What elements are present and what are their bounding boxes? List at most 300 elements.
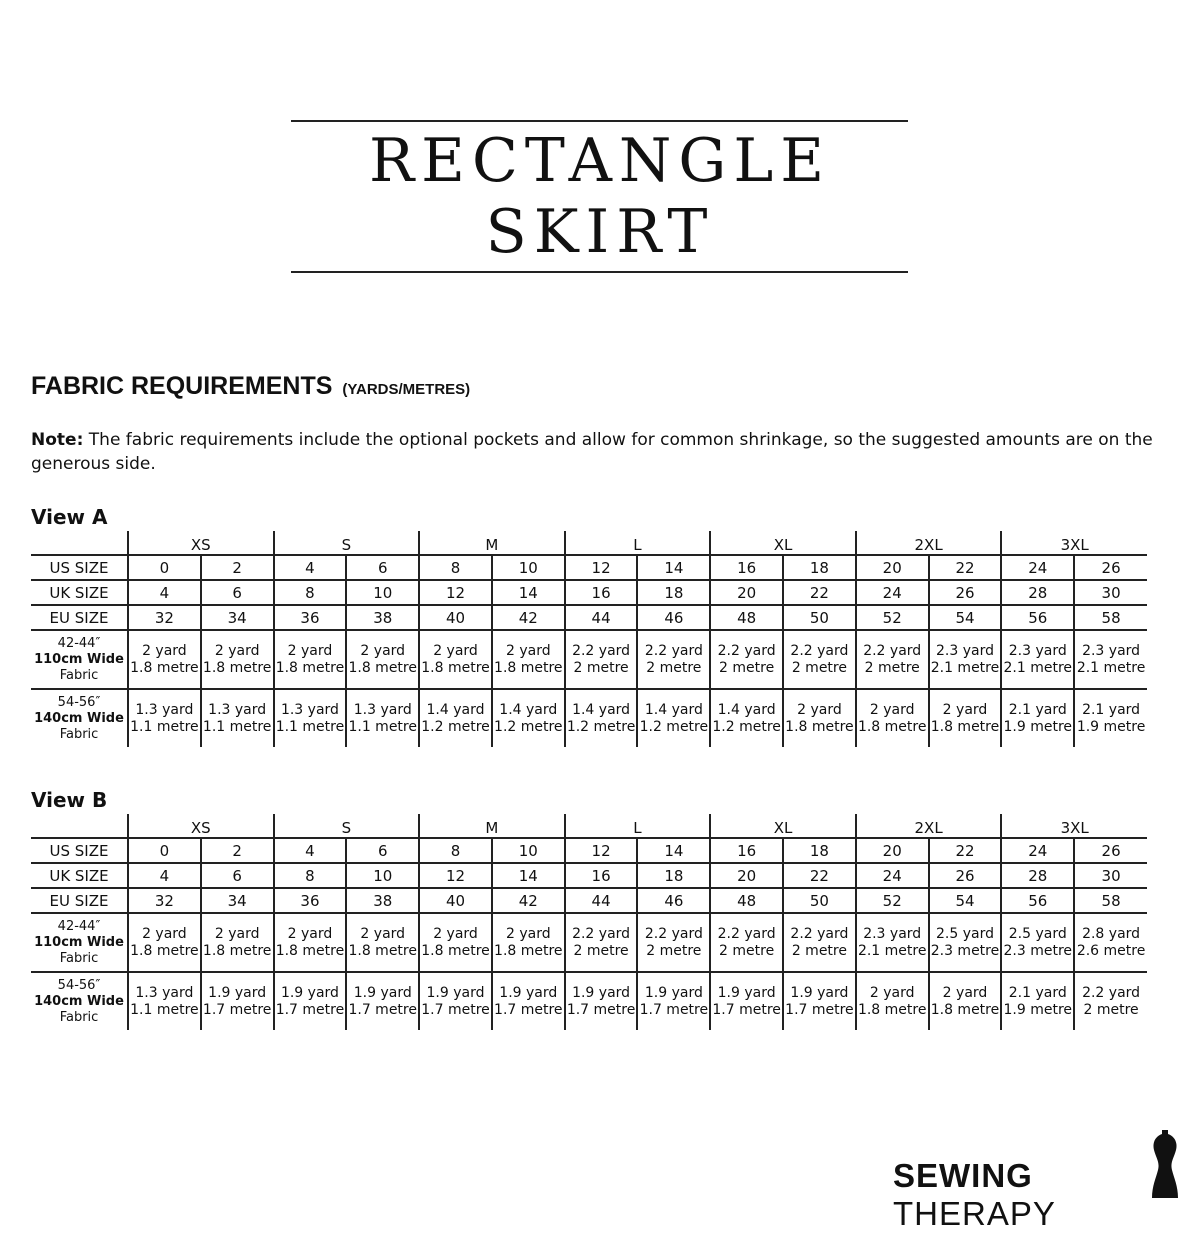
- fabric-amount-cell: [1074, 689, 1147, 747]
- size-cell: 50: [783, 888, 856, 913]
- metre-value: 1.7 metre: [421, 1001, 490, 1018]
- size-cell: 10: [346, 580, 419, 605]
- fabric-amount-cell: [492, 689, 565, 747]
- metre-value: 2 metre: [646, 659, 702, 676]
- fabric-label-mid: 110cm Wide: [34, 934, 124, 950]
- heading-main: FABRIC REQUIREMENTS: [31, 372, 333, 400]
- uk-size-row: [31, 580, 1147, 605]
- fabric-amount-cell: [128, 913, 201, 972]
- metre-value: 1.8 metre: [494, 659, 563, 676]
- metre-value: 1.7 metre: [712, 1001, 781, 1018]
- fabric-amount-cell: [274, 972, 347, 1030]
- size-cell: 18: [637, 580, 710, 605]
- size-cell: 32: [128, 888, 201, 913]
- yard-value: 2.2 yard: [572, 642, 631, 659]
- size-cell: 18: [637, 863, 710, 888]
- size-cell: 34: [201, 888, 274, 913]
- fabric-amount-cell: [492, 630, 565, 689]
- fabric-amount-cell: [1001, 972, 1074, 1030]
- fabric-amount-cell: [1074, 630, 1147, 689]
- size-cell: 32: [128, 605, 201, 630]
- size-cell: 40: [419, 605, 492, 630]
- metre-value: 1.9 metre: [1003, 1001, 1073, 1018]
- fabric-width-label: [31, 913, 128, 972]
- yard-value: 2 yard: [942, 984, 988, 1001]
- size-cell: 16: [565, 863, 638, 888]
- yard-value: 2 yard: [360, 642, 406, 659]
- fabric-amount-cell: [346, 972, 419, 1030]
- fabric-amount-cell: [1001, 913, 1074, 972]
- size-cell: 18: [783, 555, 856, 580]
- yard-value: 2 yard: [869, 701, 915, 718]
- size-cell: 0: [128, 555, 201, 580]
- yard-value: 2 yard: [142, 642, 187, 659]
- metre-value: 2 metre: [573, 659, 629, 676]
- size-cell: 50: [783, 605, 856, 630]
- fabric-label-bot: Fabric: [59, 667, 99, 683]
- yard-value: 2 yard: [360, 925, 406, 942]
- size-cell: 48: [710, 605, 783, 630]
- fabric-amount-cell: [856, 972, 929, 1030]
- fabric-label-bot: Fabric: [59, 1009, 99, 1025]
- metre-value: 2.6 metre: [1076, 942, 1146, 959]
- size-cell: 22: [783, 580, 856, 605]
- size-cell: 38: [346, 888, 419, 913]
- fabric-amount-cell: [565, 972, 638, 1030]
- size-cell: 52: [856, 605, 929, 630]
- fabric-amount-cell: [128, 972, 201, 1030]
- size-cell: 6: [346, 555, 419, 580]
- eu-size-row: [31, 888, 1147, 913]
- metre-value: 1.8 metre: [785, 718, 854, 735]
- size-group-header: XL: [710, 814, 856, 838]
- yard-value: 1.3 yard: [135, 701, 194, 718]
- fabric-110-row: [31, 913, 1147, 972]
- fabric-width-label: [31, 689, 128, 747]
- view-a-title: View A: [31, 505, 108, 529]
- yard-value: 1.4 yard: [717, 701, 776, 718]
- size-cell: 24: [1001, 838, 1074, 863]
- yard-value: 1.9 yard: [426, 984, 485, 1001]
- fabric-amount-cell: [565, 913, 638, 972]
- size-group-header: 2XL: [856, 531, 1002, 555]
- size-cell: 24: [856, 863, 929, 888]
- size-cell: 10: [492, 555, 565, 580]
- size-cell: 2: [201, 838, 274, 863]
- size-cell: 30: [1074, 580, 1147, 605]
- yard-value: 1.3 yard: [353, 701, 412, 718]
- size-cell: 8: [274, 863, 347, 888]
- size-group-header: S: [274, 814, 420, 838]
- size-cell: 36: [274, 605, 347, 630]
- fabric-amount-cell: [929, 630, 1002, 689]
- fabric-amount-cell: [1074, 913, 1147, 972]
- size-cell: 14: [492, 580, 565, 605]
- fabric-amount-cell: [710, 913, 783, 972]
- size-cell: 26: [929, 863, 1002, 888]
- size-cell: 6: [201, 580, 274, 605]
- size-cell: 44: [565, 888, 638, 913]
- eu-size-row: [31, 605, 1147, 630]
- metre-value: 2.1 metre: [857, 942, 927, 959]
- fabric-label-mid: 140cm Wide: [34, 993, 124, 1009]
- size-cell: 14: [492, 863, 565, 888]
- table-corner: [31, 814, 128, 838]
- size-cell: 36: [274, 888, 347, 913]
- size-cell: 8: [274, 580, 347, 605]
- metre-value: 1.8 metre: [857, 1001, 927, 1018]
- size-cell: 12: [565, 838, 638, 863]
- size-cell: 20: [710, 580, 783, 605]
- size-group-header: M: [419, 814, 565, 838]
- metre-value: 1.8 metre: [930, 718, 1000, 735]
- dress-form-icon: [1150, 1128, 1180, 1200]
- metre-value: 1.2 metre: [494, 718, 563, 735]
- yard-value: 2.5 yard: [935, 925, 994, 942]
- metre-value: 2 metre: [719, 942, 775, 959]
- size-cell: 40: [419, 888, 492, 913]
- yard-value: 2 yard: [287, 642, 333, 659]
- yard-value: 2.8 yard: [1082, 925, 1141, 942]
- size-cell: 14: [637, 838, 710, 863]
- yard-value: 2.3 yard: [1082, 642, 1141, 659]
- size-cell: 2: [201, 555, 274, 580]
- fabric-amount-cell: [274, 689, 347, 747]
- view-b-table: [31, 814, 1147, 1030]
- fabric-amount-cell: [856, 689, 929, 747]
- fabric-label-bot: Fabric: [59, 726, 99, 742]
- fabric-amount-cell: [929, 972, 1002, 1030]
- yard-value: 2 yard: [942, 701, 988, 718]
- size-cell: 10: [492, 838, 565, 863]
- size-cell: 28: [1001, 863, 1074, 888]
- us-size-row: [31, 555, 1147, 580]
- us-size-label: US SIZE: [31, 555, 128, 580]
- fabric-label-top: 54-56″: [57, 694, 101, 710]
- fabric-amount-cell: [637, 913, 710, 972]
- size-group-header: XS: [128, 814, 274, 838]
- yard-value: 1.9 yard: [208, 984, 267, 1001]
- fabric-amount-cell: [274, 630, 347, 689]
- size-cell: 10: [346, 863, 419, 888]
- metre-value: 1.8 metre: [348, 659, 417, 676]
- size-cell: 20: [856, 838, 929, 863]
- heading-sub: (YARDS/METRES): [342, 381, 471, 398]
- eu-size-label: EU SIZE: [31, 605, 128, 630]
- size-cell: 8: [419, 555, 492, 580]
- size-cell: 24: [856, 580, 929, 605]
- logo-bold-text: SEWING: [893, 1157, 1033, 1194]
- metre-value: 1.8 metre: [930, 1001, 1000, 1018]
- metre-value: 1.7 metre: [566, 1001, 636, 1018]
- size-group-header: S: [274, 531, 420, 555]
- fabric-amount-cell: [201, 913, 274, 972]
- fabric-requirements-heading: [31, 372, 470, 401]
- fabric-label-mid: 110cm Wide: [34, 651, 124, 667]
- yard-value: 2 yard: [214, 925, 260, 942]
- yard-value: 1.3 yard: [208, 701, 267, 718]
- eu-size-label: EU SIZE: [31, 888, 128, 913]
- yard-value: 2.2 yard: [1082, 984, 1141, 1001]
- size-cell: 54: [929, 888, 1002, 913]
- fabric-label-top: 42-44″: [57, 635, 101, 651]
- size-group-header: 3XL: [1001, 814, 1147, 838]
- size-header-row: [31, 531, 1147, 555]
- size-cell: 6: [201, 863, 274, 888]
- size-cell: 26: [1074, 555, 1147, 580]
- metre-value: 1.8 metre: [130, 659, 199, 676]
- size-cell: 4: [274, 838, 347, 863]
- note-label: Note:: [31, 430, 84, 450]
- metre-value: 1.7 metre: [348, 1001, 417, 1018]
- size-cell: 42: [492, 888, 565, 913]
- size-cell: 38: [346, 605, 419, 630]
- size-cell: 20: [710, 863, 783, 888]
- yard-value: 1.9 yard: [280, 984, 339, 1001]
- fabric-label-top: 54-56″: [57, 977, 101, 993]
- size-cell: 22: [929, 838, 1002, 863]
- yard-value: 2 yard: [433, 642, 478, 659]
- fabric-label-bot: Fabric: [59, 950, 99, 966]
- yard-value: 1.9 yard: [790, 984, 849, 1001]
- note-text: The fabric requirements include the optional pockets and allow for common shrinkage, so the suggested amounts are on the generous side.: [31, 430, 1153, 474]
- fabric-amount-cell: [201, 630, 274, 689]
- metre-value: 1.8 metre: [275, 659, 345, 676]
- size-cell: 56: [1001, 605, 1074, 630]
- metre-value: 1.7 metre: [785, 1001, 854, 1018]
- size-cell: 12: [565, 555, 638, 580]
- size-cell: 22: [783, 863, 856, 888]
- size-cell: 12: [419, 863, 492, 888]
- metre-value: 2.3 metre: [930, 942, 1000, 959]
- size-cell: 42: [492, 605, 565, 630]
- yard-value: 2.1 yard: [1008, 984, 1067, 1001]
- fabric-amount-cell: [346, 630, 419, 689]
- uk-size-row: [31, 863, 1147, 888]
- size-group-header: M: [419, 531, 565, 555]
- size-cell: 4: [274, 555, 347, 580]
- metre-value: 2.3 metre: [1003, 942, 1073, 959]
- size-cell: 26: [929, 580, 1002, 605]
- fabric-amount-cell: [929, 689, 1002, 747]
- size-group-header: XS: [128, 531, 274, 555]
- size-cell: 4: [128, 580, 201, 605]
- size-cell: 8: [419, 838, 492, 863]
- yard-value: 2.3 yard: [935, 642, 994, 659]
- yard-value: 1.9 yard: [644, 984, 703, 1001]
- size-cell: 16: [710, 555, 783, 580]
- yard-value: 1.4 yard: [572, 701, 631, 718]
- metre-value: 2 metre: [719, 659, 775, 676]
- metre-value: 1.9 metre: [1003, 718, 1073, 735]
- yard-value: 2 yard: [505, 925, 551, 942]
- yard-value: 2.2 yard: [863, 642, 922, 659]
- size-cell: 52: [856, 888, 929, 913]
- table-corner: [31, 531, 128, 555]
- metre-value: 2.1 metre: [930, 659, 1000, 676]
- size-cell: 58: [1074, 605, 1147, 630]
- size-cell: 54: [929, 605, 1002, 630]
- size-cell: 16: [710, 838, 783, 863]
- fabric-amount-cell: [856, 913, 929, 972]
- fabric-amount-cell: [492, 913, 565, 972]
- yard-value: 1.4 yard: [499, 701, 558, 718]
- fabric-amount-cell: [419, 689, 492, 747]
- metre-value: 2 metre: [791, 659, 847, 676]
- yard-value: 1.3 yard: [280, 701, 339, 718]
- yard-value: 2.2 yard: [717, 925, 776, 942]
- fabric-amount-cell: [637, 630, 710, 689]
- fabric-amount-cell: [274, 913, 347, 972]
- fabric-width-label: [31, 630, 128, 689]
- size-group-header: L: [565, 531, 711, 555]
- size-cell: 22: [929, 555, 1002, 580]
- fabric-width-label: [31, 972, 128, 1030]
- fabric-amount-cell: [783, 972, 856, 1030]
- size-cell: 16: [565, 580, 638, 605]
- fabric-amount-cell: [710, 972, 783, 1030]
- yard-value: 2.1 yard: [1082, 701, 1141, 718]
- metre-value: 1.8 metre: [421, 659, 490, 676]
- fabric-140-row: [31, 689, 1147, 747]
- fabric-amount-cell: [346, 689, 419, 747]
- fabric-label-top: 42-44″: [57, 918, 101, 934]
- metre-value: 1.2 metre: [712, 718, 781, 735]
- fabric-140-row: [31, 972, 1147, 1030]
- size-cell: 44: [565, 605, 638, 630]
- fabric-amount-cell: [201, 689, 274, 747]
- yard-value: 2.2 yard: [644, 642, 703, 659]
- yard-value: 2.3 yard: [863, 925, 922, 942]
- metre-value: 1.2 metre: [421, 718, 490, 735]
- metre-value: 1.9 metre: [1076, 718, 1146, 735]
- fabric-label-mid: 140cm Wide: [34, 710, 124, 726]
- fabric-amount-cell: [492, 972, 565, 1030]
- size-group-header: XL: [710, 531, 856, 555]
- size-cell: 24: [1001, 555, 1074, 580]
- metre-value: 1.1 metre: [275, 718, 345, 735]
- yard-value: 2 yard: [869, 984, 915, 1001]
- size-cell: 46: [637, 605, 710, 630]
- fabric-amount-cell: [710, 630, 783, 689]
- yard-value: 2 yard: [214, 642, 260, 659]
- page-title-line1: RECTANGLE: [368, 126, 832, 196]
- uk-size-label: UK SIZE: [31, 863, 128, 888]
- yard-value: 2.2 yard: [644, 925, 703, 942]
- yard-value: 1.9 yard: [499, 984, 558, 1001]
- note-paragraph: [31, 428, 1181, 476]
- size-group-header: 3XL: [1001, 531, 1147, 555]
- yard-value: 2 yard: [797, 701, 842, 718]
- yard-value: 2.2 yard: [790, 642, 849, 659]
- metre-value: 1.8 metre: [202, 659, 272, 676]
- yard-value: 1.4 yard: [644, 701, 703, 718]
- fabric-amount-cell: [856, 630, 929, 689]
- fabric-amount-cell: [783, 689, 856, 747]
- size-cell: 4: [128, 863, 201, 888]
- metre-value: 2 metre: [791, 942, 847, 959]
- fabric-amount-cell: [1001, 630, 1074, 689]
- fabric-amount-cell: [419, 913, 492, 972]
- yard-value: 2 yard: [505, 642, 551, 659]
- yard-value: 2.5 yard: [1008, 925, 1067, 942]
- metre-value: 1.8 metre: [494, 942, 563, 959]
- yard-value: 2 yard: [142, 925, 187, 942]
- logo-light-text: THERAPY: [893, 1195, 1056, 1232]
- metre-value: 1.8 metre: [275, 942, 345, 959]
- size-group-header: 2XL: [856, 814, 1002, 838]
- view-a-table: [31, 531, 1147, 747]
- fabric-amount-cell: [565, 630, 638, 689]
- metre-value: 1.1 metre: [348, 718, 417, 735]
- metre-value: 2 metre: [864, 659, 920, 676]
- size-cell: 12: [419, 580, 492, 605]
- metre-value: 1.2 metre: [639, 718, 709, 735]
- metre-value: 1.8 metre: [202, 942, 272, 959]
- fabric-amount-cell: [346, 913, 419, 972]
- title-rule-bottom: [291, 271, 908, 273]
- yard-value: 2.2 yard: [572, 925, 631, 942]
- view-b-title: View B: [31, 788, 108, 812]
- yard-value: 1.9 yard: [353, 984, 412, 1001]
- metre-value: 1.8 metre: [348, 942, 417, 959]
- fabric-amount-cell: [637, 689, 710, 747]
- metre-value: 1.7 metre: [494, 1001, 563, 1018]
- metre-value: 2.1 metre: [1076, 659, 1146, 676]
- fabric-110-row: [31, 630, 1147, 689]
- metre-value: 1.8 metre: [421, 942, 490, 959]
- metre-value: 2.1 metre: [1003, 659, 1073, 676]
- size-header-row: [31, 814, 1147, 838]
- uk-size-label: UK SIZE: [31, 580, 128, 605]
- metre-value: 1.1 metre: [130, 1001, 199, 1018]
- us-size-row: [31, 838, 1147, 863]
- metre-value: 2 metre: [1083, 1001, 1139, 1018]
- fabric-amount-cell: [201, 972, 274, 1030]
- title-rule-top: [291, 120, 908, 122]
- size-cell: 0: [128, 838, 201, 863]
- yard-value: 1.4 yard: [426, 701, 485, 718]
- fabric-amount-cell: [1001, 689, 1074, 747]
- fabric-amount-cell: [783, 630, 856, 689]
- yard-value: 2.2 yard: [790, 925, 849, 942]
- fabric-amount-cell: [710, 689, 783, 747]
- metre-value: 1.7 metre: [275, 1001, 345, 1018]
- size-cell: 20: [856, 555, 929, 580]
- metre-value: 1.7 metre: [202, 1001, 272, 1018]
- size-group-header: L: [565, 814, 711, 838]
- size-cell: 34: [201, 605, 274, 630]
- size-cell: 58: [1074, 888, 1147, 913]
- fabric-amount-cell: [419, 972, 492, 1030]
- metre-value: 2 metre: [646, 942, 702, 959]
- fabric-amount-cell: [1074, 972, 1147, 1030]
- metre-value: 1.2 metre: [566, 718, 636, 735]
- yard-value: 2.1 yard: [1008, 701, 1067, 718]
- metre-value: 1.7 metre: [639, 1001, 709, 1018]
- size-cell: 28: [1001, 580, 1074, 605]
- size-cell: 6: [346, 838, 419, 863]
- size-cell: 48: [710, 888, 783, 913]
- yard-value: 2 yard: [287, 925, 333, 942]
- size-cell: 30: [1074, 863, 1147, 888]
- fabric-amount-cell: [565, 689, 638, 747]
- fabric-amount-cell: [929, 913, 1002, 972]
- fabric-amount-cell: [128, 630, 201, 689]
- size-cell: 56: [1001, 888, 1074, 913]
- yard-value: 1.3 yard: [135, 984, 194, 1001]
- fabric-amount-cell: [637, 972, 710, 1030]
